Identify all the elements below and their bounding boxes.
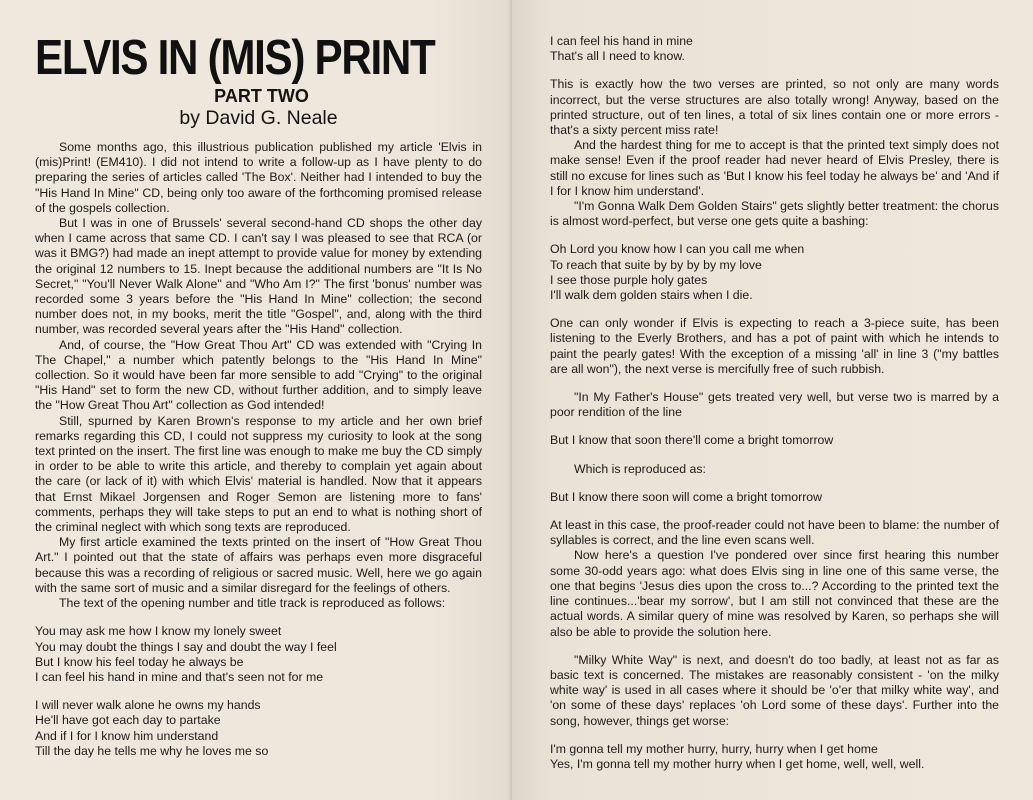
lyric-line: That's all I need to know. bbox=[550, 49, 685, 64]
lyric-line: I'm gonna tell my mother hurry, hurry, hurry when I get home bbox=[550, 741, 878, 756]
lyrics-milky-white-way bbox=[550, 742, 999, 772]
lyric-line: To reach that suite by by by by my love bbox=[550, 257, 762, 272]
quoted-lyric: But I know there soon will come a bright tomorrow bbox=[550, 489, 823, 504]
paragraph: This is exactly how the two verses are printed, so not only are many words incorrect, but the verse structures are also totally wrong! Anyway, based on the printed structure, out of ten lines, a total of six lines contain one or more errors - that's a sixty percent miss rate! bbox=[550, 77, 999, 138]
paragraph: At least in this case, the proof-reader could not have been to blame: the number of syllables is correct, and the line even scans well. bbox=[550, 518, 999, 548]
paragraph: One can only wonder if Elvis is expecting to reach a 3-piece suite, has been listening to the Everly Brothers, and has a pot of paint with which he intends to paint the pearly gates! With the exception of a missing 'all' in line 3 ("my battles are all won"), the next verse is mercifully free of such rubbish. bbox=[550, 316, 999, 376]
paragraph: Now here's a question I've pondered over since first hearing this number some 30-odd years ago: what does Elvis sing in line one of this same verse, the one that begins 'Jesus dies upon the cross to...? According to the printed text the line continues...'bear my sorrow', but I am still not convinced that these are the actual words. A similar query of mine was resolved by Karen, so perhaps she will also be able to provide the solution here. bbox=[550, 548, 999, 639]
lyrics-golden-stairs bbox=[550, 242, 999, 303]
lyrics-verse-one bbox=[35, 624, 482, 685]
lyric-line: Oh Lord you know how I can you call me when bbox=[550, 242, 805, 257]
right-page bbox=[512, 0, 1033, 800]
spacer bbox=[35, 685, 482, 698]
paragraph: Which is reproduced as: bbox=[574, 461, 706, 476]
spacer bbox=[550, 477, 999, 490]
spacer bbox=[550, 729, 999, 742]
lyric-line: You may ask me how I know my lonely sweet bbox=[35, 624, 282, 639]
spacer bbox=[550, 303, 999, 316]
lyric-line: But I know his feel today he always be bbox=[35, 654, 244, 669]
spacer bbox=[550, 420, 999, 433]
lyric-line: He'll have got each day to partake bbox=[35, 713, 221, 728]
lyric-line: I'll walk dem golden stairs when I die. bbox=[550, 288, 753, 303]
paragraph: Still, spurned by Karen Brown's response to my article and her own brief remarks regarding this CD, I could not suppress my curiosity to look at the song text printed on the insert. The first line was enough to make me buy the CD simply in order to be able to write this article, and thereby to complain yet again about the care (or lack of it) with which Elvis' material is handled. Now that it appears that Ernst Mikael Jorgensen and Roger Semon are listening more to fans' comments, perhaps they will take steps to put an end to what is nothing short of the criminal neglect with which song texts are reproduced. bbox=[35, 413, 482, 535]
paragraph: "Milky White Way" is next, and doesn't do too badly, at least not as far as basic text is concerned. The mistakes are reasonably consistent - 'on the milky white way' is used in all cases where it should be 'o'er that milky white way', and 'on some of these days' replaces 'oh Lord some of these days'. Further into the song, however, things get worse: bbox=[550, 652, 999, 728]
spacer bbox=[550, 64, 999, 77]
paragraph: "I'm Gonna Walk Dem Golden Stairs" gets slightly better treatment: the chorus is almost word-perfect, but verse one gets quite a bashing: bbox=[550, 199, 999, 229]
paragraph: "In My Father's House" gets treated very well, but verse two is marred by a poor rendition of the line bbox=[550, 390, 999, 420]
lyrics-verse-two bbox=[35, 698, 482, 759]
paragraph: The text of the opening number and title track is reproduced as follows: bbox=[59, 596, 446, 611]
left-page bbox=[0, 0, 512, 800]
spacer bbox=[550, 449, 999, 462]
quoted-lyric: But I know that soon there'll come a bright tomorrow bbox=[550, 433, 834, 448]
lyric-line: I can feel his hand in mine and that's seen not for me bbox=[35, 669, 324, 684]
spacer bbox=[550, 229, 999, 242]
spacer bbox=[550, 377, 999, 390]
lyric-line: Till the day he tells me why he loves me so bbox=[35, 743, 269, 758]
article-title: ELVIS IN (MIS) PRINT bbox=[35, 31, 435, 85]
lyrics-verse-end bbox=[550, 34, 999, 64]
spacer bbox=[550, 640, 999, 653]
spacer bbox=[35, 611, 482, 624]
article-byline: by David G. Neale bbox=[179, 107, 338, 129]
paragraph: My first article examined the texts printed on the insert of "How Great Thou Art." I pointed out that the state of affairs was perhaps even more disgraceful because this was a recording of religious or sacred music. Well, here we go again with the same sort of music and a similar disregard for the feelings of others. bbox=[35, 535, 482, 595]
article-subtitle: PART TWO bbox=[214, 86, 309, 106]
spacer bbox=[550, 505, 999, 518]
lyric-line: Yes, I'm gonna tell my mother hurry when I get home, well, well, well. bbox=[550, 756, 925, 771]
lyric-line: And if I for I know him understand bbox=[35, 728, 219, 743]
paragraph: And, of course, the "How Great Thou Art" CD was extended with "Crying In The Chapel," a number which patently belongs to the "His Hand In Mine" collection. So it would have been far more sensible to add "Crying" to the original "His Hand" set to form the new CD, without further addition, and to simply leave the "How Great Thou Art" collection as God intended! bbox=[35, 337, 482, 413]
lyric-line: I see those purple holy gates bbox=[550, 272, 708, 287]
lyric-line: You may doubt the things I say and doubt the way I feel bbox=[35, 639, 337, 654]
paragraph: And the hardest thing for me to accept is that the printed text simply does not make sense! Even if the proof reader had never heard of Elvis Presley, there is still no excuse for lines such as 'But I know his feel today he always be' and 'And if I for I know him understand'. bbox=[550, 138, 999, 198]
paragraph: But I was in one of Brussels' several second-hand CD shops the other day when I came across that same CD. I can't say I was pleased to see that RCA (or was it BMG?) had made an inept attempt to provide value for money by extending the original 12 numbers to 15. Inept because the additional numbers are "It Is No Secret," "You'll Never Walk Alone" and "Who Am I?" The first 'bonus' number was recorded some 3 years before the "His Hand In Mine" collection; the second number does not, in my books, merit the title "Gospel", and, along with the third number, was recorded several years after the "His Hand" collection. bbox=[35, 216, 482, 337]
lyric-line: I can feel his hand in mine bbox=[550, 34, 693, 48]
paragraph: Some months ago, this illustrious publication published my article 'Elvis in (mis)Print! (EM410). I did not intend to write a follow-up as I have plenty to do preparing the series of articles called 'The Box'. Neither had I intended to buy the "His Hand In Mine" CD, being only too aware of the forthcoming promised release of the gospels collection. bbox=[35, 140, 482, 215]
lyric-line: I will never walk alone he owns my hands bbox=[35, 698, 261, 713]
